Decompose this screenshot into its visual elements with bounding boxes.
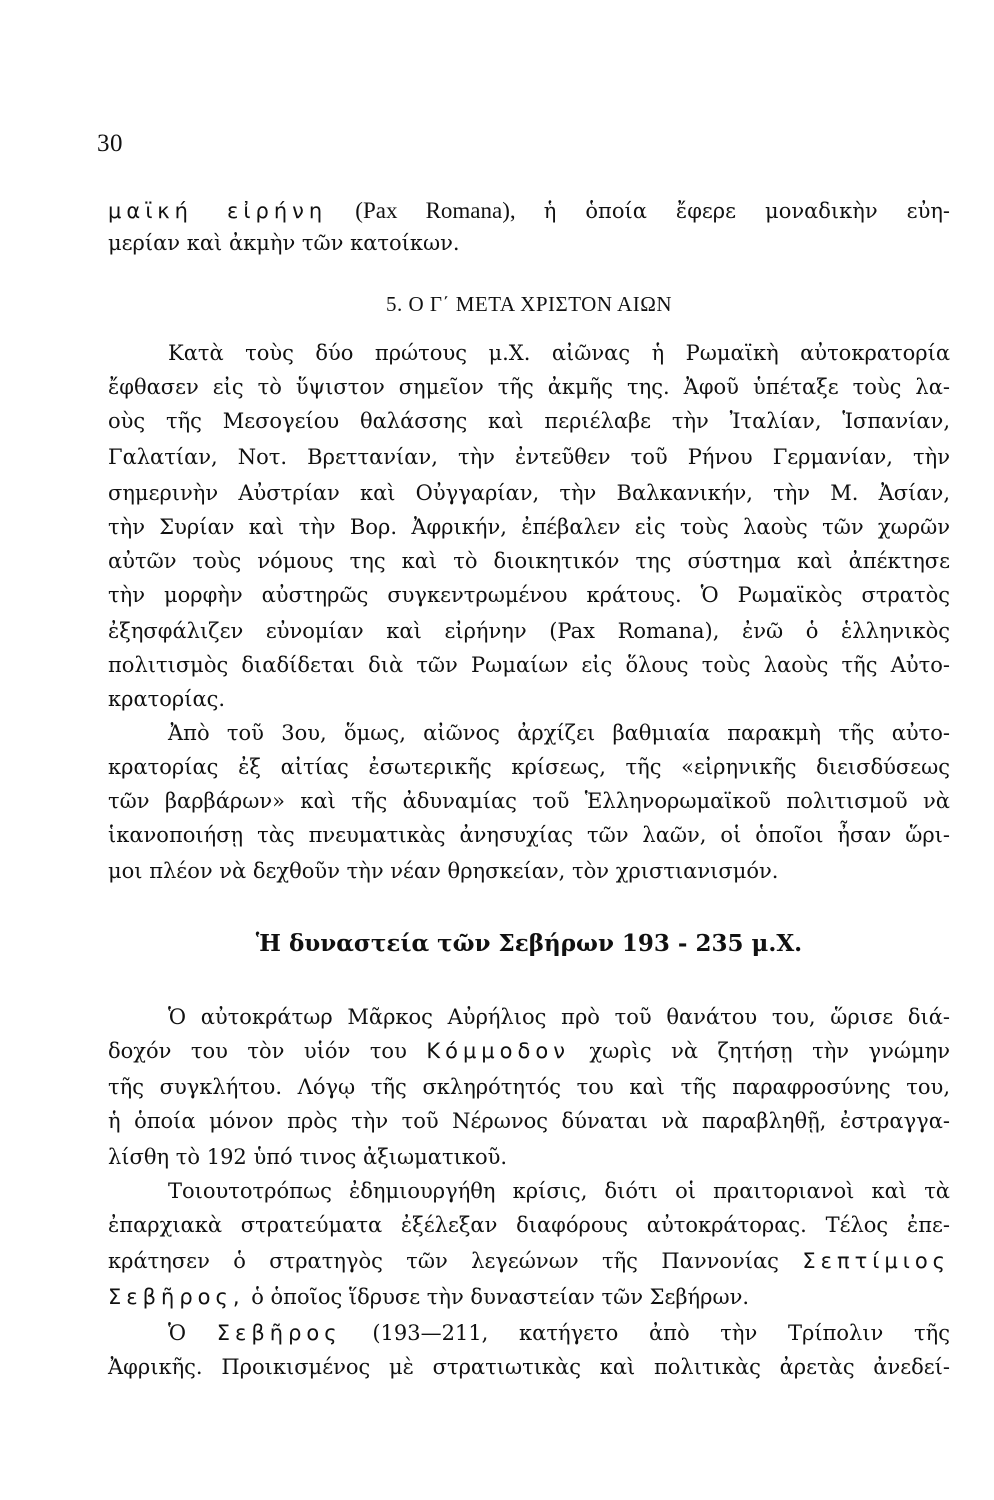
text-line: Ἀφρικῆς. Προικισμένος μὲ στρατιωτικὰς καὶ πολιτικὰς ἀρετὰς ἀνεδεί- [108, 1355, 950, 1379]
text-line [108, 1246, 950, 1276]
text-line [108, 1036, 950, 1066]
spaced-name: Κόμμοδον [426, 1039, 570, 1063]
text-line [108, 1282, 749, 1312]
spaced-name: Σεπτίμιος [802, 1249, 950, 1273]
text-line: Γαλατίαν, Νοτ. Βρεττανίαν, τὴν ἐντεῦθεν τοῦ Ρήνου Γερμανίαν, τὴν [108, 445, 950, 469]
text-line: Ἀπὸ τοῦ 3ου, ὅμως, αἰῶνος ἀρχίζει βαθμιαία παρακμὴ τῆς αὐτο- [168, 721, 950, 745]
text-line: οὺς τῆς Μεσογείου θαλάσσης καὶ περιέλαβε τὴν Ἰταλίαν, Ἱσπανίαν, [108, 409, 950, 433]
subsection-heading: Ἡ δυναστεία τῶν Σεβήρων 193 - 235 μ.Χ. [255, 930, 803, 957]
spaced-name: Σεβῆρος, [108, 1285, 245, 1309]
latin-term: (Pax Romana), [327, 198, 544, 223]
text-line [108, 196, 950, 226]
text-line: τὴν Συρίαν καὶ τὴν Βορ. Ἀφρικήν, ἐπέβαλεν εἰς τοὺς λαοὺς τῶν χωρῶν [108, 515, 950, 539]
text-line: πολιτισμὸς διαδίδεται διὰ τῶν Ρωμαίων εἰς ὅλους τοὺς λαοὺς τῆς Αὐτο- [108, 653, 950, 677]
text-line: αὐτῶν τοὺς νόμους της καὶ τὸ διοικητικόν της σύστημα καὶ ἀπέκτησε [108, 549, 950, 573]
text-line: Τοιουτοτρόπως ἐδημιουργήθη κρίσις, διότι οἱ πραιτοριανοὶ καὶ τὰ [168, 1179, 950, 1203]
text-line: Κατὰ τοὺς δύο πρώτους μ.Χ. αἰῶνας ἡ Ρωμαϊκὴ αὐτοκρατορία [168, 341, 950, 365]
text-line: ἔφθασεν εἰς τὸ ὕψιστον σημεῖον τῆς ἀκμῆς της. Ἀφοῦ ὑπέταξε τοὺς λα- [108, 375, 950, 399]
text-fragment: δοχόν του τὸν υἱόν του [108, 1039, 427, 1063]
text-fragment: Ὁ [168, 1321, 217, 1345]
page-number: 30 [97, 130, 123, 157]
spaced-term: μαϊκή εἰρήνη [108, 199, 328, 223]
text-line: ἐξησφάλιζεν εὐνομίαν καὶ εἰρήνην (Pax Romana), ἐνῶ ὁ ἑλληνικὸς [108, 619, 950, 643]
text-fragment: ὁ ὁποῖος ἵδρυσε τὴν δυναστείαν τῶν Σεβήρων. [244, 1285, 750, 1309]
text-fragment: ἡ ὁποία ἔφερε μοναδικὴν εὐη- [543, 199, 951, 223]
text-line [108, 1318, 950, 1348]
text-line: ἡ ὁποία μόνον πρὸς τὴν τοῦ Νέρωνος δύναται νὰ παραβληθῇ, ἐστραγγα- [108, 1109, 950, 1133]
text-fragment: (193—211, κατήγετο ἀπὸ τὴν Τρίπολιν τῆς [341, 1321, 950, 1345]
section-heading: 5. Ο Γ΄ ΜΕΤΑ ΧΡΙΣΤΟΝ ΑΙΩΝ [385, 292, 673, 316]
text-fragment: χωρὶς νὰ ζητήσῃ τὴν γνώμην [569, 1039, 950, 1063]
text-line: μοι πλέον νὰ δεχθοῦν τὴν νέαν θρησκείαν, τὸν χριστιανισμόν. [108, 859, 779, 883]
text-line: Ὁ αὐτοκράτωρ Μᾶρκος Αὐρήλιος πρὸ τοῦ θανάτου του, ὥρισε διά- [168, 1005, 950, 1029]
text-line: ἐπαρχιακὰ στρατεύματα ἐξέλεξαν διαφόρους αὐτοκράτορας. Τέλος ἐπε- [108, 1213, 950, 1237]
text-line: μερίαν καὶ ἀκμὴν τῶν κατοίκων. [108, 231, 460, 255]
text-line: τῆς συγκλήτου. Λόγῳ τῆς σκληρότητός του καὶ τῆς παραφροσύνης του, [108, 1075, 950, 1099]
text-fragment: κράτησεν ὁ στρατηγὸς τῶν λεγεώνων τῆς Παννονίας [108, 1249, 803, 1273]
text-line: κρατορίας. [108, 687, 226, 711]
text-line: κρατορίας ἐξ αἰτίας ἐσωτερικῆς κρίσεως, τῆς «εἰρηνικῆς διεισδύσεως [108, 755, 950, 779]
text-line: ἱκανοποιήσῃ τὰς πνευματικὰς ἀνησυχίας τῶν λαῶν, οἱ ὁποῖοι ἦσαν ὥρι- [108, 823, 950, 847]
text-line: λίσθη τὸ 192 ὑπό τινος ἀξιωματικοῦ. [108, 1145, 508, 1169]
spaced-name: Σεβῆρος [216, 1321, 342, 1345]
text-line: τῶν βαρβάρων» καὶ τῆς ἀδυναμίας τοῦ Ἑλληνορωμαϊκοῦ πολιτισμοῦ νὰ [108, 789, 950, 813]
text-line: τὴν μορφὴν αὐστηρῶς συγκεντρωμένου κράτους. Ὁ Ρωμαϊκὸς στρατὸς [108, 583, 950, 607]
text-line: σημερινὴν Αὐστρίαν καὶ Οὐγγαρίαν, τὴν Βαλκανικήν, τὴν Μ. Ἀσίαν, [108, 481, 950, 505]
